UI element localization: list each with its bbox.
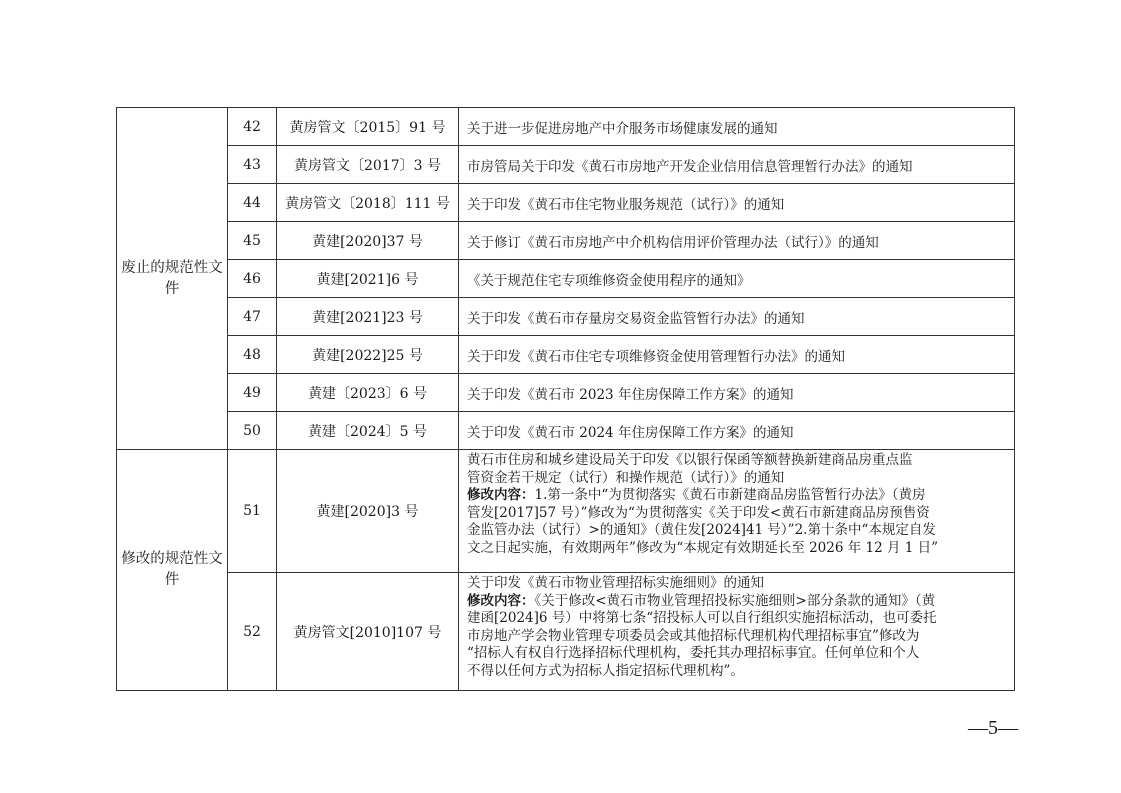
document-title: 关于进一步促进房地产中介服务市场健康发展的通知: [459, 108, 1015, 146]
row-number: 47: [228, 298, 277, 336]
document-title: 《关于规范住宅专项维修资金使用程序的通知》: [459, 260, 1015, 298]
modification-line: 建函[2024]6 号）中将第七条“招投标人可以自行组织实施招标活动，也可委托: [467, 610, 937, 627]
table-row: [117, 412, 1015, 450]
modification-line: 不得以任何方式为招标人指定招标代理机构”。: [467, 662, 744, 679]
document-title-with-modification: [459, 450, 1015, 573]
table-row: [117, 450, 1015, 573]
row-number: 46: [228, 260, 277, 298]
modification-line: 文之日起实施，有效期两年”修改为“本规定有效期延长至 2026 年 12 月 1 日”: [467, 539, 939, 556]
table-row: [117, 573, 1015, 691]
row-number: 52: [228, 573, 277, 691]
modification-label: 修改内容：: [467, 592, 535, 609]
row-number: 50: [228, 412, 277, 450]
document-number: 黄建[2021]6 号: [277, 260, 459, 298]
modification-line: 金监管办法（试行）>的通知》（黄住发[2024]41 号）”2.第十条中“本规定自发: [467, 522, 936, 539]
document-number: 黄建〔2023〕6 号: [277, 374, 459, 412]
page-number: —5—: [968, 717, 1018, 739]
document-title: 关于印发《黄石市 2024 年住房保障工作方案》的通知: [459, 412, 1015, 450]
title-line: 黄石市住房和城乡建设局关于印发《以银行保函等额替换新建商品房重点监: [467, 452, 913, 468]
document-title: 关于修订《黄石市房地产中介机构信用评价管理办法（试行）》的通知: [459, 222, 1015, 260]
title-line: 管资金若干规定（试行）和操作规范（试行）》的通知: [467, 469, 785, 486]
document-title: 关于印发《黄石市 2023 年住房保障工作方案》的通知: [459, 374, 1015, 412]
modification-line: “招标人有权自行选择招标代理机构，委托其办理招标事宜。任何单位和个人: [467, 645, 920, 662]
modification-label: 修改内容：: [467, 487, 535, 504]
document-number: 黄房管文〔2018〕111 号: [277, 184, 459, 222]
row-number: 43: [228, 146, 277, 184]
document-number: 黄建[2020]37 号: [277, 222, 459, 260]
document-title: 关于印发《黄石市住宅物业服务规范（试行）》的通知: [459, 184, 1015, 222]
row-number: 49: [228, 374, 277, 412]
modification-line: 修改内容：1.第一条中“为贯彻落实《黄石市新建商品房监管暂行办法》（黄房: [467, 487, 926, 504]
row-number: 51: [228, 450, 277, 573]
modification-line: 管发[2017]57 号）”修改为“为贯彻落实《关于印发<黄石市新建商品房预售资: [467, 504, 930, 521]
document-number: 黄建[2020]3 号: [277, 450, 459, 573]
table-row: [117, 374, 1015, 412]
section-modified: 修改的规范性文件: [117, 450, 228, 691]
modification-line: 修改内容：《关于修改<黄石市物业管理招投标实施细则>部分条款的通知》（黄: [467, 592, 936, 609]
document-title-with-modification: [459, 573, 1015, 691]
table-row: [117, 260, 1015, 298]
section-abolished: 废止的规范性文件: [117, 108, 228, 450]
table-row: [117, 146, 1015, 184]
row-number: 44: [228, 184, 277, 222]
document-title: 关于印发《黄石市存量房交易资金监管暂行办法》的通知: [459, 298, 1015, 336]
modification-line: 市房地产学会物业管理专项委员会或其他招标代理机构代理招标事宜”修改为: [467, 627, 920, 644]
table-row: [117, 108, 1015, 146]
document-number: 黄建[2021]23 号: [277, 298, 459, 336]
row-number: 42: [228, 108, 277, 146]
table-row: [117, 184, 1015, 222]
document-title: 关于印发《黄石市住宅专项维修资金使用管理暂行办法》的通知: [459, 336, 1015, 374]
document-number: 黄房管文〔2017〕3 号: [277, 146, 459, 184]
table-row: [117, 222, 1015, 260]
document-number: 黄建[2022]25 号: [277, 336, 459, 374]
regulations-table: [116, 107, 1015, 691]
document-title: 市房管局关于印发《黄石市房地产开发企业信用信息管理暂行办法》的通知: [459, 146, 1015, 184]
table-row: [117, 336, 1015, 374]
row-number: 45: [228, 222, 277, 260]
title-line: 关于印发《黄石市物业管理招标实施细则》的通知: [467, 575, 764, 591]
document-number: 黄房管文[2010]107 号: [277, 573, 459, 691]
document-number: 黄建〔2024〕5 号: [277, 412, 459, 450]
table-row: [117, 298, 1015, 336]
row-number: 48: [228, 336, 277, 374]
document-number: 黄房管文〔2015〕91 号: [277, 108, 459, 146]
